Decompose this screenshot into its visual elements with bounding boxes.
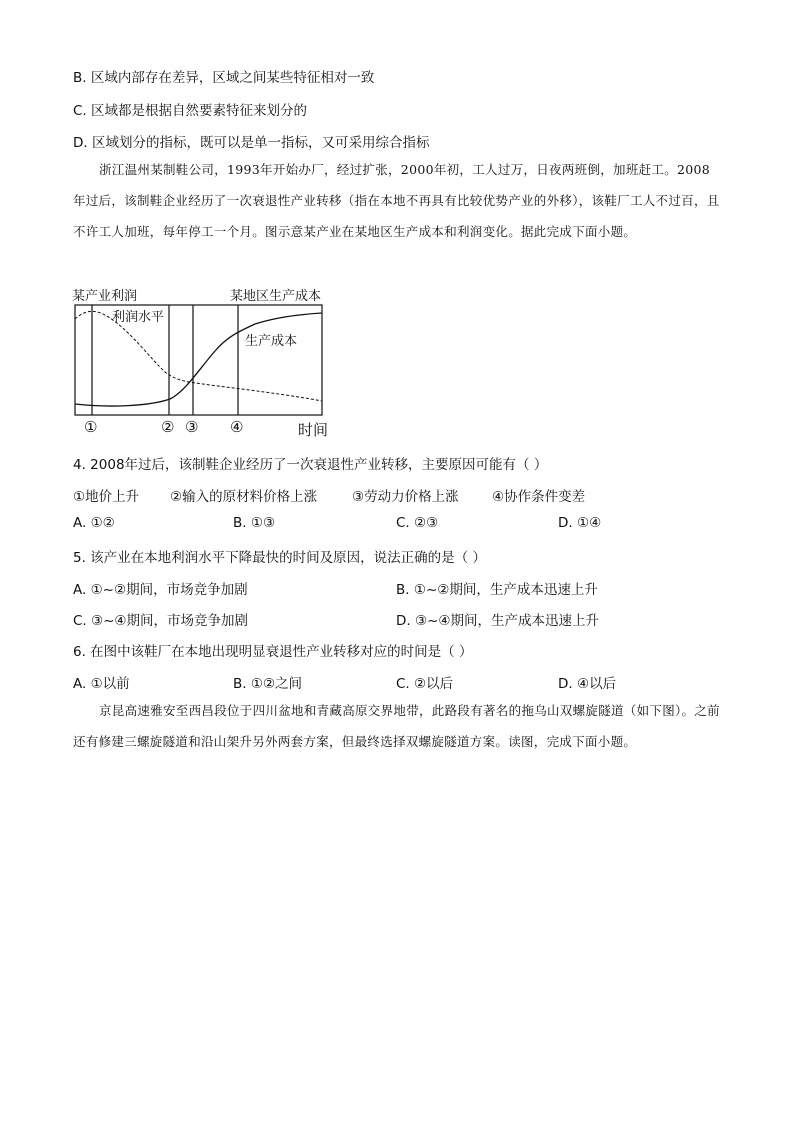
q4-option-c: C. ②③ (396, 515, 439, 531)
q4-option-a: A. ①② (73, 515, 115, 531)
label-profit-axis: 某产业利润 (72, 289, 138, 304)
marker-2: ② (161, 418, 175, 436)
question-6-stem: 6. 在图中该鞋厂在本地出现明显衰退性产业转移对应的时间是（ ） (73, 644, 473, 660)
option-d-prev: D. 区域划分的指标，既可以是单一指标，又可采用综合指标 (73, 135, 430, 151)
profit-cost-figure (70, 286, 340, 438)
q4-option-b: B. ①③ (233, 515, 276, 531)
option-c-prev: C. 区域都是根据自然要素特征来划分的 (73, 103, 308, 119)
marker-3: ③ (185, 418, 199, 436)
q4-statement-1: ①地价上升 (73, 489, 140, 505)
marker-4: ④ (230, 418, 244, 436)
q5-option-a: A. ①~②期间，市场竞争加剧 (73, 582, 248, 598)
q4-option-d: D. ①④ (558, 515, 602, 531)
label-cost-curve: 生产成本 (245, 334, 298, 349)
question-4-stem: 4. 2008年过后，该制鞋企业经历了一次衰退性产业转移，主要原因可能有（ ） (73, 457, 548, 473)
label-time-axis: 时间 (298, 421, 329, 438)
passage-shoe-factory: 浙江温州某制鞋公司，1993年开始办厂，经过扩张，2000年初，工人过万，日夜两班倒，加班赶工。2008年过后，该制鞋企业经历了一次衰退性产业转移（指在本地不再具有比较优势产业的外移），该鞋厂工人不过百，且不许工人加班，每年停工一个月。图示意某产业在某地区生产成本和利润变化。据此完成下面小题。 (73, 162, 720, 239)
option-b-prev: B. 区域内部存在差异，区域之间某些特征相对一致 (73, 70, 375, 86)
passage-tunnel: 京昆高速雅安至西昌段位于四川盆地和青藏高原交界地带，此路段有著名的拖乌山双螺旋隧道（如下图）。之前还有修建三螺旋隧道和沿山架升另外两套方案，但最终选择双螺旋隧道方案。读图，完成下面小题。 (73, 703, 720, 749)
q4-statement-3: ③劳动力价格上涨 (352, 489, 459, 505)
q5-option-d: D. ③~④期间，生产成本迅速上升 (396, 613, 599, 629)
label-cost-axis: 某地区生产成本 (230, 289, 322, 304)
q6-option-d: D. ④以后 (558, 676, 617, 692)
q6-option-b: B. ①②之间 (233, 676, 303, 692)
q5-option-c: C. ③~④期间，市场竞争加剧 (73, 613, 249, 629)
q6-option-a: A. ①以前 (73, 676, 130, 692)
cost-curve (75, 313, 322, 406)
q6-option-c: C. ②以后 (396, 676, 454, 692)
marker-1: ① (84, 418, 98, 436)
question-5-stem: 5. 该产业在本地利润水平下降最快的时间及原因，说法正确的是（ ） (73, 550, 486, 566)
label-profit-curve: 利润水平 (112, 310, 165, 325)
q5-option-b: B. ①~②期间，生产成本迅速上升 (396, 582, 598, 598)
q4-statement-4: ④协作条件变差 (492, 489, 586, 505)
q4-statement-2: ②输入的原材料价格上涨 (170, 489, 318, 505)
